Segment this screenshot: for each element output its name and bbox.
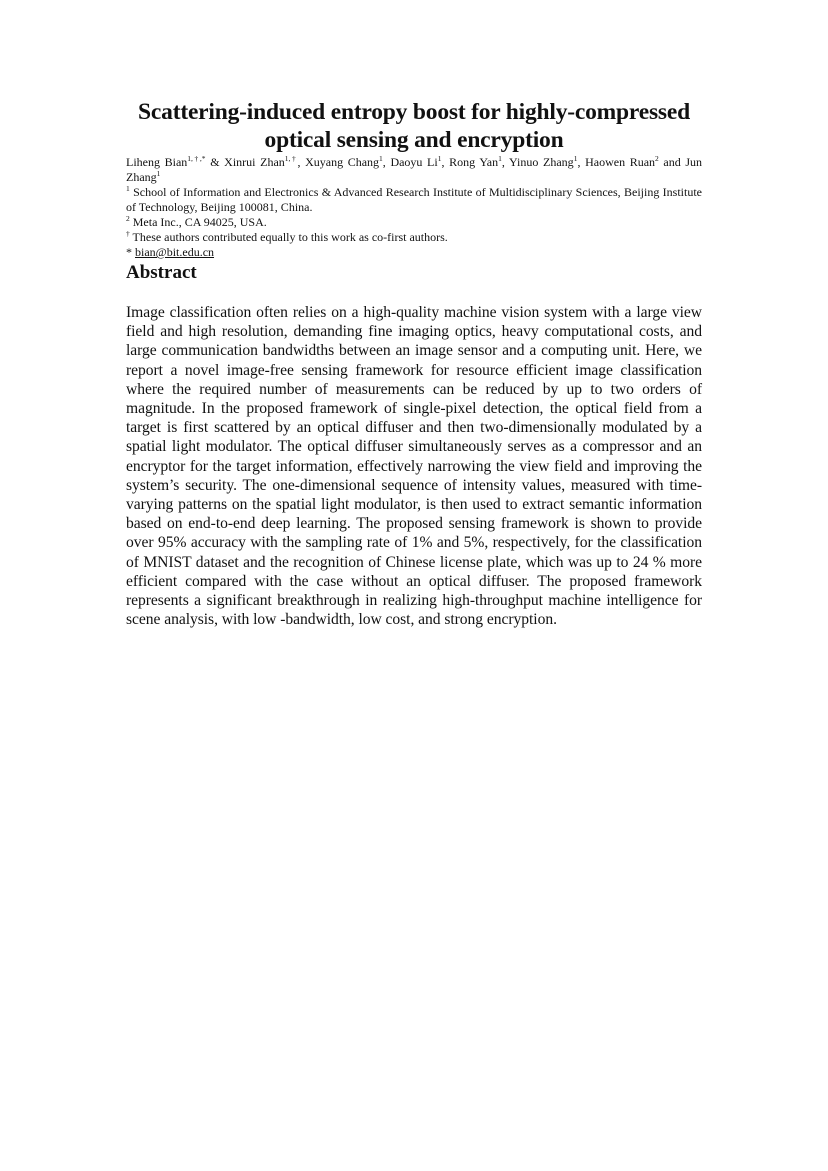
author-separator: , — [297, 155, 306, 169]
affiliation — [126, 230, 702, 245]
author-affiliation-mark: 1 — [498, 154, 502, 163]
author-separator: , — [577, 155, 586, 169]
author — [585, 155, 659, 169]
author-name: Yinuo Zhang — [509, 155, 574, 169]
affiliation-text: Meta Inc., CA 94025, USA. — [129, 215, 267, 229]
affiliation-mark: † — [126, 229, 130, 238]
email-prefix: * — [126, 245, 135, 259]
corresponding-email-line — [126, 245, 702, 260]
author-affiliation-mark: 1,† — [284, 154, 298, 163]
author-name: Xinrui Zhan — [224, 155, 285, 169]
email-link[interactable]: bian@bit.edu.cn — [135, 245, 215, 259]
author-affiliation-mark: 1 — [437, 154, 442, 163]
affiliation-mark: 2 — [126, 214, 130, 223]
author-separator: , — [501, 155, 510, 169]
author-affiliation-mark: 1,†,* — [187, 154, 206, 163]
author-name: Liheng Bian — [126, 155, 188, 169]
author — [224, 155, 297, 169]
author-name: Jun Zhang — [126, 155, 703, 184]
author-affiliation-mark: 2 — [655, 154, 659, 163]
author-affiliation-mark: 1 — [156, 169, 161, 178]
author-name: Xuyang Chang — [305, 155, 380, 169]
abstract-heading: Abstract — [126, 262, 197, 283]
author — [390, 155, 441, 169]
author-list — [126, 155, 702, 185]
abstract-text: Image classification often relies on a high-quality machine vision system with a large view field and high resolution, demanding fine imaging optics, heavy computational costs, and large communication bandwidths between an image sensor and a computing unit. Here, we report a novel image-free sensing framework for resource efficient image classification where the required number of measurements can be reduced by up to two orders of magnitude. In the proposed framework of single-pixel detection, the optical field from a target is first scattered by an optical diffuser and then two-dimensionally modulated by a spatial light modulator. The optical diffuser simultaneously serves as a compressor and an encryptor for the target information, effectively narrowing the view field and improving the system’s security. The one-dimensional sequence of intensity values, measured with time-varying patterns on the spatial light modulator, is then used to extract semantic information based on end-to-end deep learning. The proposed sensing framework is shown to provide over 95% accuracy with the sampling rate of 1% and 5%, respectively, for the classification of MNIST dataset and the recognition of Chinese license plate, which was up to 24 % more efficient compared with the case without an optical diffuser. The proposed framework represents a significant breakthrough in realizing high-throughput machine intelligence for scene analysis, with low -bandwidth, low cost, and strong encryption. — [126, 304, 702, 629]
affiliation-text: School of Information and Electronics & Advanced Research Institute of Multidisciplinary Sciences, Beijing Institute of Technology, Beijing 100081, China. — [126, 185, 702, 214]
paper-content — [126, 98, 702, 645]
author — [509, 155, 577, 169]
author-affiliation-mark: 1 — [379, 154, 383, 163]
author — [449, 155, 502, 169]
author-name: Daoyu Li — [390, 155, 438, 169]
author-affiliation-mark: 1 — [573, 154, 578, 163]
author-separator: and — [658, 155, 686, 169]
author-name: Haowen Ruan — [585, 155, 656, 169]
affiliation-mark: 1 — [126, 184, 130, 193]
author-name: Rong Yan — [449, 155, 499, 169]
author-separator: , — [441, 155, 450, 169]
affiliation — [126, 215, 702, 230]
affiliation-text: These authors contributed equally to this work as co-first authors. — [129, 230, 448, 244]
author — [305, 155, 383, 169]
author — [126, 155, 206, 169]
author-separator: , — [382, 155, 391, 169]
affiliation — [126, 185, 702, 215]
paper-title: Scattering-induced entropy boost for highly-compressed optical sensing and encryption — [138, 99, 690, 153]
author-separator: & — [205, 155, 225, 169]
